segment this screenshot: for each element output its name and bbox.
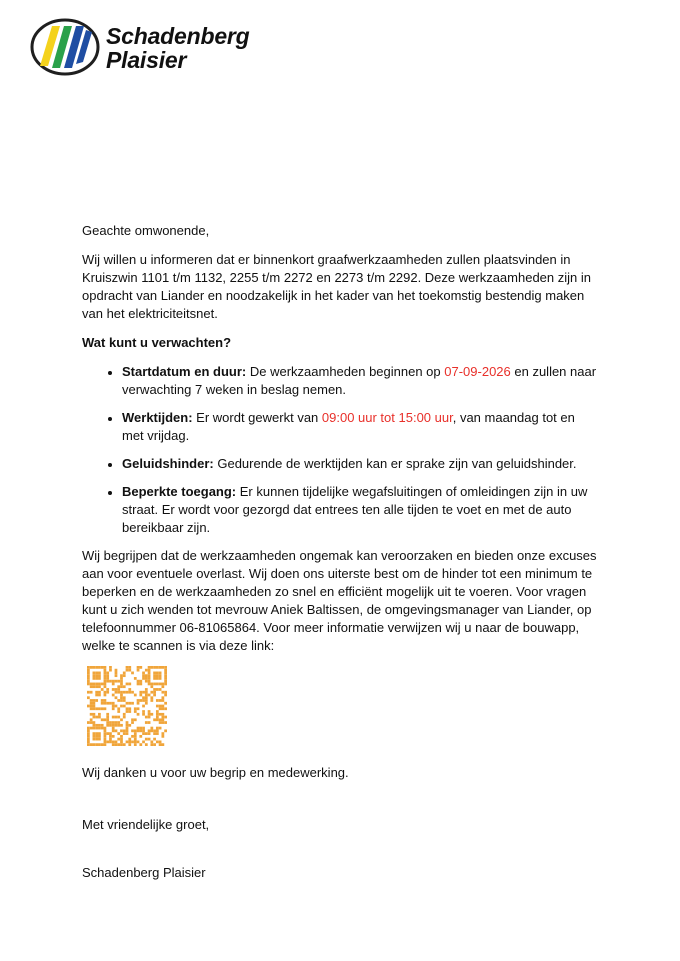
greeting: Geachte omwonende, [82, 223, 210, 238]
intro-paragraph: Wij willen u informeren dat er binnenkort graafwerkzaamheden zullen plaatsvinden in Kruiszwin 1101 t/m 1132, 2255 t/m 2272 en 2273 t/m 2292. Deze werkzaamheden zijn in opdracht van Liander en noodzakelijk in het kader van het toekomstig bestendig maken van het elektriciteitsnet. [82, 252, 591, 321]
list-item-start-date: • Startdatum en duur: De werkzaamheden beginnen op 07-09-2026 en zullen naar verwachting 7 weken in beslag nemen. [122, 363, 597, 399]
logo-line-1: Schadenberg [106, 23, 250, 49]
apology-paragraph: Wij begrijpen dat de werkzaamheden ongemak kan veroorzaken en bieden onze excuses aan voor eventuele overlast. Wij doen ons uiterste best om de hinder tot een minimum te beperken en de werkzaamheden zo snel en efficiënt mogelijk uit te voeren. Voor vragen kunt u zich wenden tot mevrouw Aniek Baltissen, de omgevingsmanager van Liander, op telefoonnummer 06-81065864. Voor meer informatie verwijzen wij u naar de bouwapp, welke te scannen is via deze link: [82, 548, 597, 653]
work-hours-highlight: 09:00 uur tot 15:00 uur [321, 410, 453, 425]
closing-line: Met vriendelijke groet, [82, 817, 210, 832]
bouwapp-qr-code[interactable] [84, 666, 170, 746]
list-item-work-hours: • Werktijden: Er wordt gewerkt van 09:00 uur tot 15:00 uur, van maandag tot en met vrijdag. [122, 409, 597, 445]
expectations-list [82, 363, 597, 537]
list-item-noise: • Geluidshinder: Gedurende de werktijden kan er sprake zijn van geluidshinder. [122, 455, 597, 473]
section-heading: Wat kunt u verwachten? [82, 335, 232, 350]
company-logo [30, 18, 290, 78]
thanks-line: Wij danken u voor uw begrip en medewerking. [82, 765, 349, 780]
logo-mark-icon [30, 18, 100, 76]
list-item-access: • Beperkte toegang: Er kunnen tijdelijke wegafsluitingen of omleidingen zijn in uw straat. Er wordt voor gezorgd dat entrees ten alle tijden te voet en met de auto bereikbaar zijn. [122, 483, 597, 537]
letter-body [82, 222, 597, 893]
signature: Schadenberg Plaisier [82, 865, 206, 880]
logo-wordmark [106, 24, 250, 72]
start-date-highlight: 07-09-2026 [444, 364, 511, 379]
logo-line-2: Plaisier [106, 47, 187, 73]
